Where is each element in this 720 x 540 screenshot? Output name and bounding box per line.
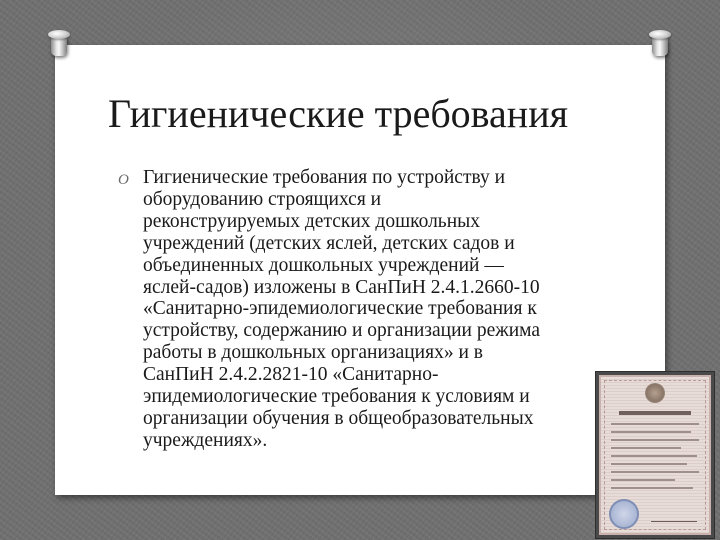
- emblem-icon: [645, 383, 665, 403]
- certificate-line: [611, 487, 693, 489]
- pushpin-cap: [649, 30, 671, 39]
- seal-icon: [609, 499, 639, 529]
- certificate-line: [611, 455, 697, 457]
- certificate-line: [611, 463, 687, 465]
- slide-title: Гигиенические требования: [108, 91, 568, 136]
- bullet-marker: O: [118, 172, 129, 188]
- pushpin-cap: [48, 30, 70, 39]
- certificate-line: [611, 423, 699, 425]
- certificate-line: [611, 479, 675, 481]
- certificate-line: [611, 471, 699, 473]
- pushpin-body: [652, 36, 668, 56]
- certificate-image: [596, 372, 714, 538]
- certificate-line: [611, 439, 699, 441]
- certificate-line: [611, 447, 681, 449]
- pushpin-icon: [649, 30, 671, 56]
- certificate-line: [611, 431, 691, 433]
- signature-line: [651, 511, 697, 522]
- certificate-paper: [599, 375, 711, 535]
- certificate-heading: [619, 411, 691, 415]
- pushpin-icon: [48, 30, 70, 56]
- pushpin-body: [51, 36, 67, 56]
- bullet-text: Гигиенические требования по устройству и оборудованию строящихся и реконструируемых детских дошкольных учреждений (детских яслей, детских садов и объединенных дошкольных учреждений — яслей-садов) изложены в СанПиН 2.4.1.2660-10 «Санитарно-эпидемиологические требования к устройству, содержанию и организации режима работы в дошкольных организациях» и в СанПиН 2.4.2.2821-10 «Санитарно- эпидемиологические требования к условиям и организации обучения в общеобразовательных учреждениях».: [143, 167, 541, 451]
